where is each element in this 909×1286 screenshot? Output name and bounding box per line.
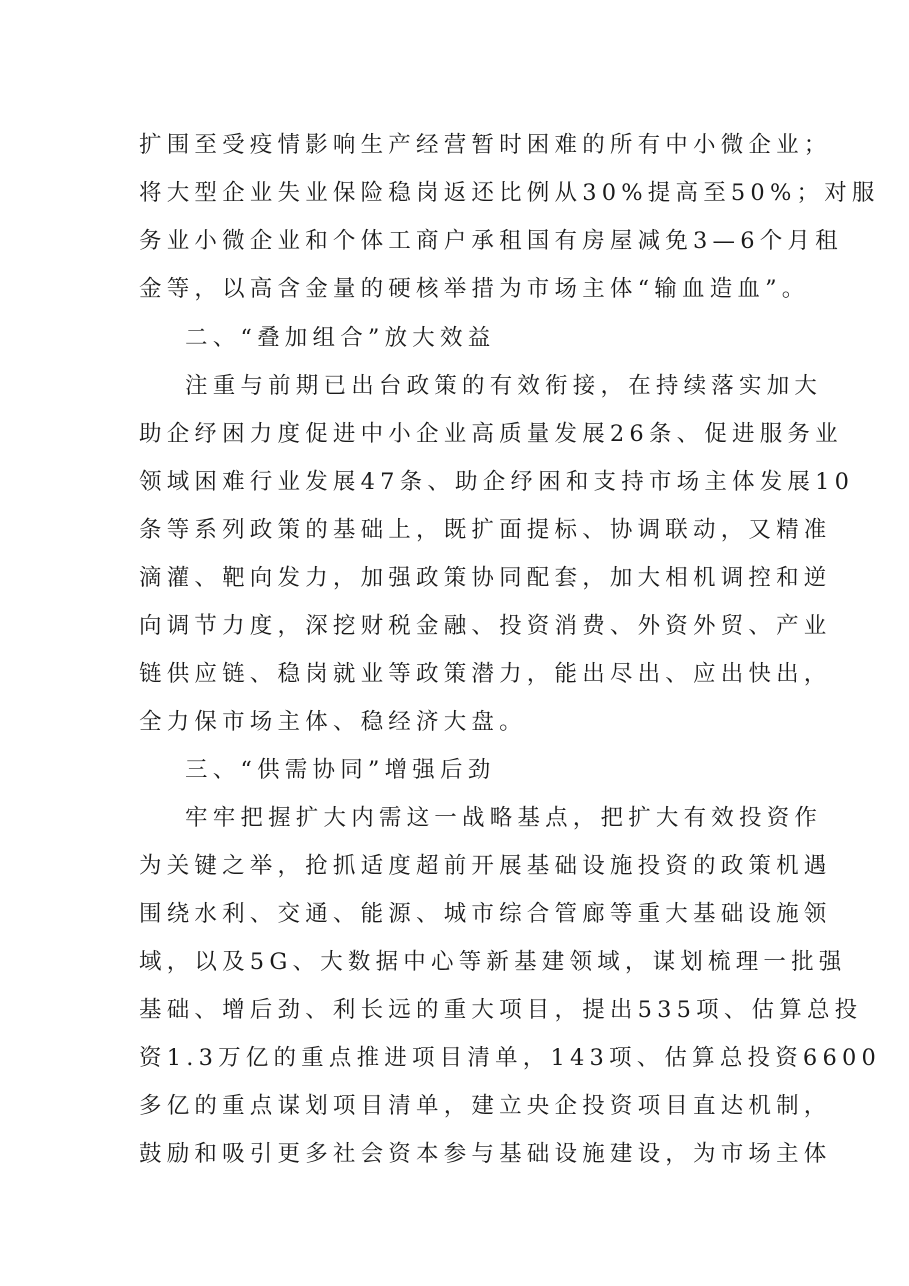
paragraph-first-line: 注重与前期已出台政策的有效衔接，在持续落实加大 (185, 373, 823, 399)
text-line: 向调节力度，深挖财税金融、投资消费、外资外贸、产业 (139, 613, 832, 639)
text-line: 全力保市场主体、稳经济大盘。 (139, 709, 527, 735)
section-heading: 二、“叠加组合”放大效益 (185, 325, 496, 351)
text-line: 多亿的重点谋划项目清单，建立央企投资项目直达机制， (139, 1093, 832, 1119)
text-line: 域，以及5G、大数据中心等新基建领域，谋划梳理一批强 (139, 949, 847, 975)
text-line: 务业小微企业和个体工商户承租国有房屋减免3—6个月租 (139, 228, 843, 254)
text-line: 围绕水利、交通、能源、城市综合管廊等重大基础设施领 (139, 901, 832, 927)
text-line: 滴灌、靶向发力，加强政策协同配套，加大相机调控和逆 (139, 565, 832, 591)
text-line: 资1.3万亿的重点推进项目清单，143项、估算总投资6600 (139, 1045, 881, 1071)
text-line: 将大型企业失业保险稳岗返还比例从30%提高至50%；对服 (139, 180, 880, 206)
text-line: 鼓励和吸引更多社会资本参与基础设施建设，为市场主体 (139, 1141, 832, 1167)
paragraph-first-line: 牢牢把握扩大内需这一战略基点，把扩大有效投资作 (185, 805, 823, 831)
text-line: 助企纾困力度促进中小企业高质量发展26条、促进服务业 (139, 421, 843, 447)
text-line: 为关键之举，抢抓适度超前开展基础设施投资的政策机遇 (139, 853, 832, 879)
text-line: 条等系列政策的基础上，既扩面提标、协调联动，又精准 (139, 517, 832, 543)
section-heading: 三、“供需协同”增强后劲 (185, 757, 496, 783)
text-line: 扩围至受疫情影响生产经营暂时困难的所有中小微企业； (139, 132, 832, 158)
text-line: 领域困难行业发展47条、助企纾困和支持市场主体发展10 (139, 469, 855, 495)
text-line: 基础、增后劲、利长远的重大项目，提出535项、估算总投 (139, 997, 863, 1023)
text-line: 链供应链、稳岗就业等政策潜力，能出尽出、应出快出， (139, 661, 832, 687)
text-line: 金等，以高含金量的硬核举措为市场主体“输血造血”。 (139, 276, 810, 302)
